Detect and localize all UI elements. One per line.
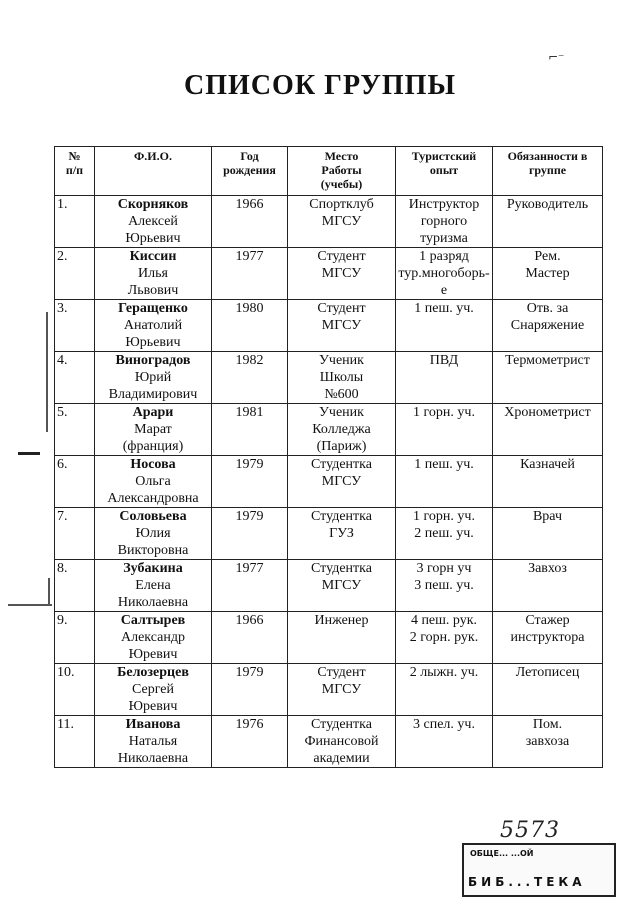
first-name: Елена xyxy=(135,578,171,593)
row-number: 10. xyxy=(55,664,95,716)
stamp-line-1: ОБЩЕ... ...ОЙ xyxy=(470,849,534,858)
experience-line: 1 пеш. уч. xyxy=(414,457,474,472)
scan-mark-left-4 xyxy=(8,604,52,606)
experience-line: 3 горн уч xyxy=(416,561,472,576)
duty-line: Мастер xyxy=(525,266,570,281)
duty-line: Хронометрист xyxy=(504,405,591,420)
birth-year: 1979 xyxy=(212,456,288,508)
experience-line: 1 горн. уч. xyxy=(413,405,475,420)
place-of-work xyxy=(288,300,396,352)
first-name: Наталья xyxy=(128,734,178,749)
group-duty xyxy=(493,560,603,612)
birth-year: 1981 xyxy=(212,404,288,456)
row-number: 3. xyxy=(55,300,95,352)
experience-line: 2 лыжн. уч. xyxy=(409,665,479,680)
table-row xyxy=(55,508,603,560)
place-line: №600 xyxy=(324,387,359,402)
surname: Арари xyxy=(132,405,174,420)
experience-line: 1 горн. уч. xyxy=(413,509,475,524)
patronymic: Юревич xyxy=(128,699,178,714)
surname: Геращенко xyxy=(118,301,188,316)
header-name xyxy=(95,147,212,196)
header-experience xyxy=(396,147,493,196)
person-name xyxy=(95,456,212,508)
header-line: группе xyxy=(528,163,567,177)
header-line: п/п xyxy=(65,163,84,177)
header-line: № xyxy=(68,149,81,163)
place-line: Студентка xyxy=(311,457,372,472)
duty-line: инструктора xyxy=(510,630,585,645)
person-name xyxy=(95,352,212,404)
duty-line: Пом. xyxy=(532,717,563,732)
patronymic: Юревич xyxy=(128,647,178,662)
group-duty xyxy=(493,456,603,508)
duty-line: Руководитель xyxy=(506,197,589,212)
scan-mark-left-3 xyxy=(48,578,50,606)
surname: Скорняков xyxy=(117,197,189,212)
birth-year: 1982 xyxy=(212,352,288,404)
place-line: МГСУ xyxy=(321,578,362,593)
birth-year: 1977 xyxy=(212,248,288,300)
header-year xyxy=(212,147,288,196)
place-of-work xyxy=(288,456,396,508)
tourist-experience xyxy=(396,300,493,352)
place-of-work xyxy=(288,664,396,716)
surname: Соловьева xyxy=(119,509,187,524)
person-name xyxy=(95,248,212,300)
birth-year: 1979 xyxy=(212,508,288,560)
first-name: Юрий xyxy=(134,370,172,385)
header-line: Работы xyxy=(321,163,362,177)
place-of-work xyxy=(288,196,396,248)
patronymic: Александровна xyxy=(107,491,199,506)
group-duty xyxy=(493,404,603,456)
scan-mark-left-2 xyxy=(18,452,40,455)
place-line: Студент xyxy=(317,665,366,680)
experience-line: 3 спел. уч. xyxy=(413,717,475,732)
header-duties xyxy=(493,147,603,196)
header-line: опыт xyxy=(429,163,459,177)
group-duty xyxy=(493,248,603,300)
first-name: Юлия xyxy=(135,526,171,541)
row-number: 8. xyxy=(55,560,95,612)
place-line: Спортклуб xyxy=(309,197,374,212)
tourist-experience xyxy=(396,456,493,508)
document-title: СПИСОК ГРУППЫ xyxy=(184,70,456,101)
table-row xyxy=(55,612,603,664)
header-line: (учебы) xyxy=(320,177,363,191)
person-name xyxy=(95,612,212,664)
birth-year: 1979 xyxy=(212,664,288,716)
place-line: Студент xyxy=(317,249,366,264)
place-line: академии xyxy=(313,751,370,766)
place-line: Финансовой xyxy=(304,734,379,749)
experience-line: горного xyxy=(420,214,468,229)
library-stamp xyxy=(462,843,616,897)
table-row xyxy=(55,560,603,612)
first-name: Алексей xyxy=(128,214,178,229)
place-line: Ученик xyxy=(319,405,364,420)
person-name xyxy=(95,560,212,612)
stamp-line-2: БИБ...ТЕКА xyxy=(468,875,586,889)
duty-line: Казначей xyxy=(520,457,575,472)
header-line: Туристский xyxy=(411,149,477,163)
header-place xyxy=(288,147,396,196)
birth-year: 1977 xyxy=(212,560,288,612)
row-number: 9. xyxy=(55,612,95,664)
place-line: (Париж) xyxy=(316,439,367,454)
tourist-experience xyxy=(396,612,493,664)
first-name: Марат xyxy=(134,422,172,437)
scan-mark-top-right: ⌐⁻ xyxy=(548,50,565,64)
first-name: Александр xyxy=(121,630,185,645)
surname: Иванова xyxy=(125,717,181,732)
experience-line: е xyxy=(440,283,448,298)
group-duty xyxy=(493,352,603,404)
row-number: 7. xyxy=(55,508,95,560)
experience-line: 2 пеш. уч. xyxy=(414,526,474,541)
place-of-work xyxy=(288,248,396,300)
tourist-experience xyxy=(396,352,493,404)
place-line: Студент xyxy=(317,301,366,316)
first-name: Анатолий xyxy=(123,318,183,333)
patronymic: Николаевна xyxy=(117,751,189,766)
place-line: ГУЗ xyxy=(329,526,354,541)
table-row xyxy=(55,300,603,352)
table-row xyxy=(55,196,603,248)
header-line: Обязанности в xyxy=(507,149,588,163)
experience-line: тур.многоборь- xyxy=(398,266,490,281)
first-name: Ольга xyxy=(135,474,171,489)
duty-line: Летописец xyxy=(515,665,580,680)
duty-line: Отв. за xyxy=(526,301,569,316)
table-row xyxy=(55,248,603,300)
row-number: 6. xyxy=(55,456,95,508)
person-name xyxy=(95,404,212,456)
header-line: Место xyxy=(324,149,359,163)
place-line: Студентка xyxy=(311,717,372,732)
table-row xyxy=(55,664,603,716)
patronymic: Владимирович xyxy=(108,387,198,402)
table-row xyxy=(55,456,603,508)
table-row xyxy=(55,716,603,768)
header-line: рождения xyxy=(223,163,276,177)
header-line: Год xyxy=(240,149,259,163)
row-number: 1. xyxy=(55,196,95,248)
group-duty xyxy=(493,300,603,352)
experience-line: Инструктор xyxy=(408,197,480,212)
birth-year: 1976 xyxy=(212,716,288,768)
experience-line: 1 разряд xyxy=(419,249,469,264)
surname: Киссин xyxy=(129,249,177,264)
group-duty xyxy=(493,612,603,664)
place-line: МГСУ xyxy=(321,474,362,489)
place-of-work xyxy=(288,508,396,560)
surname: Виноградов xyxy=(115,353,191,368)
duty-line: завхоза xyxy=(525,734,570,749)
first-name: Сергей xyxy=(132,682,174,697)
table-row xyxy=(55,352,603,404)
person-name xyxy=(95,508,212,560)
place-line: МГСУ xyxy=(321,318,362,333)
row-number: 2. xyxy=(55,248,95,300)
patronymic: Викторовна xyxy=(117,543,189,558)
experience-line: 4 пеш. рук. xyxy=(410,613,478,628)
group-duty xyxy=(493,664,603,716)
experience-line: туризма xyxy=(420,231,468,246)
duty-line: Врач xyxy=(532,509,563,524)
place-line: МГСУ xyxy=(321,214,362,229)
patronymic: Юрьевич xyxy=(125,335,181,350)
birth-year: 1966 xyxy=(212,612,288,664)
duty-line: Термометрист xyxy=(505,353,590,368)
place-line: Колледжа xyxy=(312,422,371,437)
surname: Белозерцев xyxy=(117,665,189,680)
surname: Салтырев xyxy=(120,613,186,628)
place-line: МГСУ xyxy=(321,682,362,697)
first-name: Илья xyxy=(138,266,168,281)
tourist-experience xyxy=(396,404,493,456)
group-duty xyxy=(493,716,603,768)
duty-line: Завхоз xyxy=(528,561,567,576)
patronymic: Юрьевич xyxy=(125,231,181,246)
place-line: Студентка xyxy=(311,561,372,576)
duty-line: Рем. xyxy=(534,249,561,264)
person-name xyxy=(95,664,212,716)
duty-line: Снаряжение xyxy=(510,318,585,333)
handwritten-number: 5573 xyxy=(500,818,560,843)
surname: Зубакина xyxy=(123,561,183,576)
tourist-experience xyxy=(396,248,493,300)
group-duty xyxy=(493,196,603,248)
place-line: Школы xyxy=(319,370,364,385)
place-line: Ученик xyxy=(319,353,364,368)
person-name xyxy=(95,300,212,352)
place-of-work xyxy=(288,612,396,664)
tourist-experience xyxy=(396,716,493,768)
place-of-work xyxy=(288,352,396,404)
row-number: 4. xyxy=(55,352,95,404)
patronymic: Николаевна xyxy=(117,595,189,610)
tourist-experience xyxy=(396,196,493,248)
tourist-experience xyxy=(396,664,493,716)
table-header-row xyxy=(55,147,603,196)
birth-year: 1966 xyxy=(212,196,288,248)
experience-line: 1 пеш. уч. xyxy=(414,301,474,316)
place-line: МГСУ xyxy=(321,266,362,281)
header-num xyxy=(55,147,95,196)
patronymic: (франция) xyxy=(122,439,184,454)
place-of-work xyxy=(288,716,396,768)
place-line: Инженер xyxy=(314,613,369,628)
table-body xyxy=(55,196,603,768)
experience-line: 2 горн. рук. xyxy=(409,630,479,645)
birth-year: 1980 xyxy=(212,300,288,352)
experience-line: 3 пеш. уч. xyxy=(414,578,474,593)
tourist-experience xyxy=(396,508,493,560)
duty-line: Стажер xyxy=(525,613,570,628)
row-number: 5. xyxy=(55,404,95,456)
place-line: Студентка xyxy=(311,509,372,524)
row-number: 11. xyxy=(55,716,95,768)
header-line: Ф.И.О. xyxy=(134,149,172,163)
place-of-work xyxy=(288,560,396,612)
person-name xyxy=(95,716,212,768)
surname: Носова xyxy=(130,457,176,472)
person-name xyxy=(95,196,212,248)
table-row xyxy=(55,404,603,456)
experience-line: ПВД xyxy=(429,353,459,368)
place-of-work xyxy=(288,404,396,456)
group-roster-table xyxy=(54,146,603,768)
patronymic: Львович xyxy=(127,283,179,298)
group-duty xyxy=(493,508,603,560)
tourist-experience xyxy=(396,560,493,612)
scan-mark-left-1 xyxy=(46,312,48,432)
